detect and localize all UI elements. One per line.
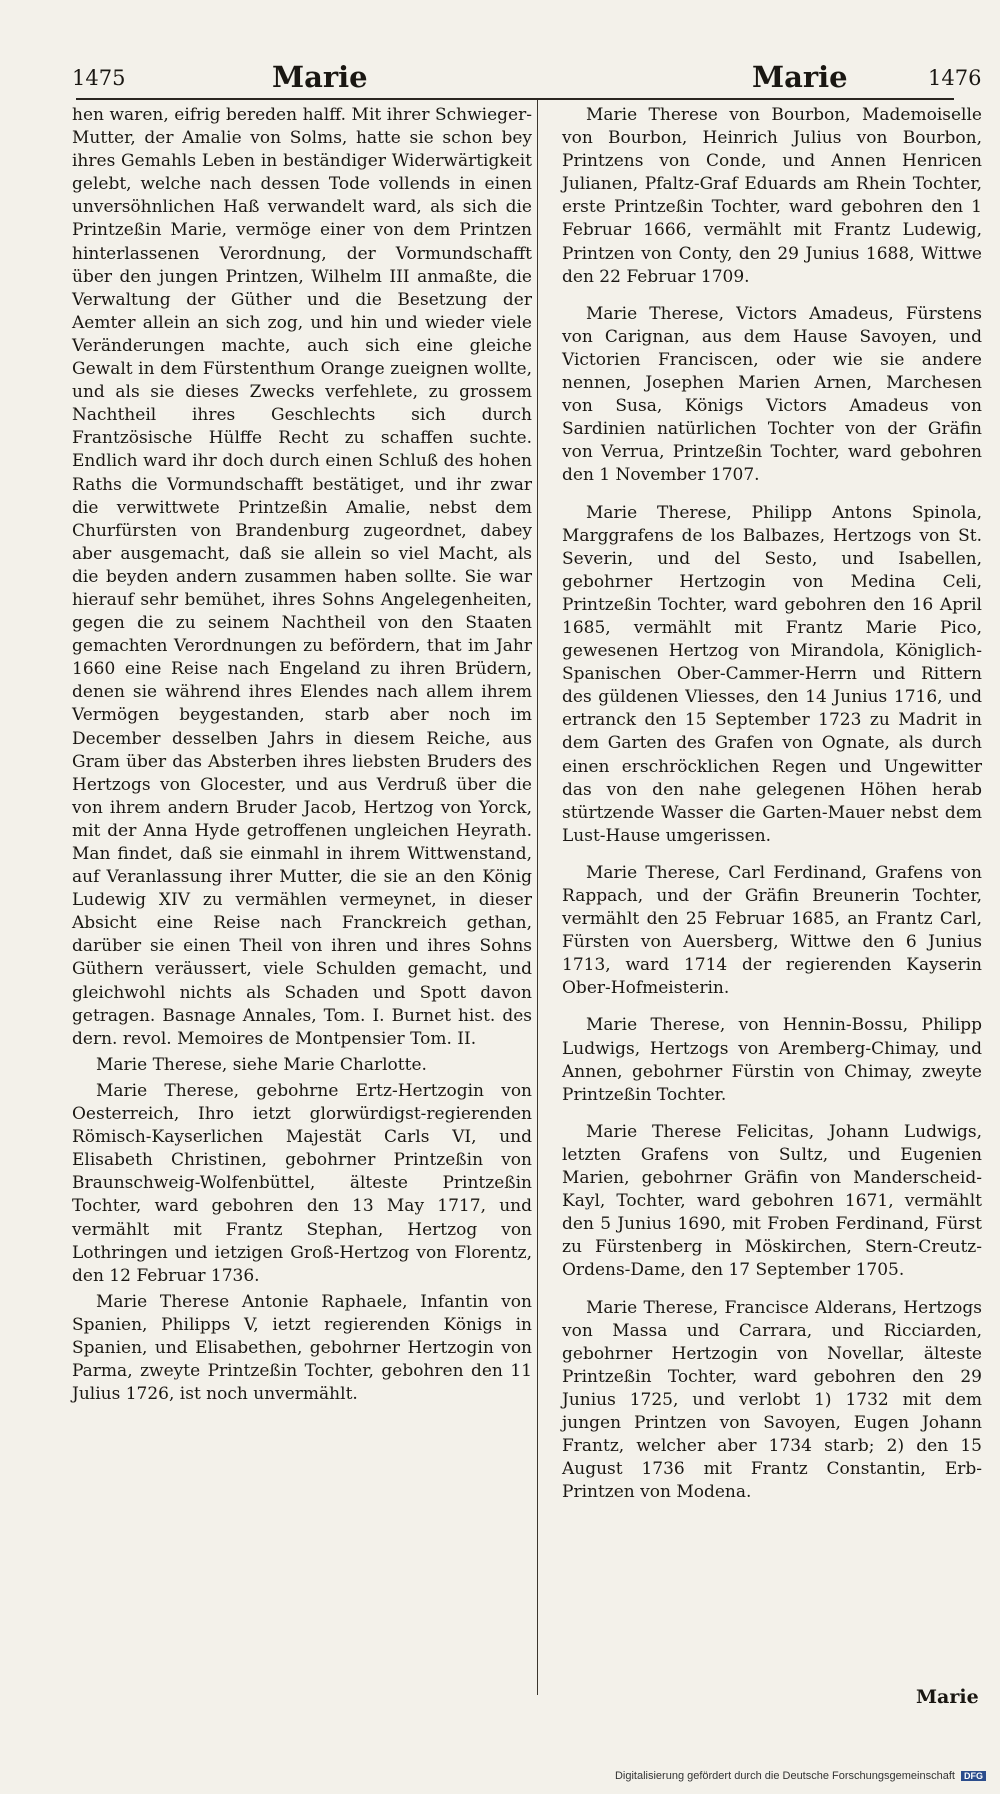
entry-marie-therese-carignan: Marie Therese, Victors Amadeus, Fürstens von Carignan, aus dem Hause Savoyen, und Victorien Franciscen, oder wie sie andere nennen, Josephen Marien Arnen, Marchesen von Susa, Königs Victors Amadeus von Sardinien natürlichen Tochter von der Gräfin von Verrua, Printzeßin Tochter, ward gebohren den 1 November 1707. xyxy=(562,303,982,486)
entry-marie-therese-ref: Marie Therese, siehe Marie Charlotte. xyxy=(96,1054,427,1075)
column-divider xyxy=(537,100,538,1695)
entry-marie-therese-spinola: Marie Therese, Philipp Antons Spinola, Marggrafens de los Balbazes, Hertzogs von St. Severin, und del Sesto, und Isabellen, gebohrner Hertzogin von Medina Celi, Printzeßin Tochter, ward gebohren den 16 April 1685, vermählt mit Frantz Marie Pico, gewesenen Hertzog von Mirandola, Königlich-Spanischen Ober-Cammer-Herrn und Rittern des güldenen Vliesses, den 14 Junius 1716, und ertranck den 15 September 1723 zu Madrit in dem Garten des Grafen von Ognate, als durch einen erschröcklichen Regen und Ungewitter das von den nahe gelegenen Höhen herab stürtzende Wasser die Garten-Mauer nebst dem Lust-Hause umgerissen. xyxy=(562,502,982,846)
page-number-right: 1476 xyxy=(928,66,982,90)
running-title-left: Marie xyxy=(272,60,368,94)
entry-marie-therese-rappach: Marie Therese, Carl Ferdinand, Grafens von Rappach, und der Gräfin Breunerin Tochter, vermählt den 25 Februar 1685, an Frantz Carl, Fürsten von Auersberg, Wittwe den 6 Junius 1713, ward 1714 der regierenden Kayserin Ober-Hofmeisterin. xyxy=(562,862,982,999)
footer-credit xyxy=(615,1770,986,1782)
dfg-logo-icon: DFG xyxy=(961,1771,986,1781)
page-number-left: 1475 xyxy=(72,66,126,90)
catchword: Marie xyxy=(916,1686,979,1708)
entry-marie-therese-massa: Marie Therese, Francisce Alderans, Hertzogs von Massa und Carrara, und Ricciarden, gebohrner Hertzogin von Novellar, älteste Printzeßin Tochter, ward gebohren den 29 Junius 1725, und verlobt 1) 1732 mit dem jungen Printzen von Savoyen, Eugen Johann Frantz, welcher aber 1734 starb; 2) den 15 August 1736 mit Frantz Constantin, Erb-Printzen von Modena. xyxy=(562,1297,982,1503)
entry-marie-therese-felicitas: Marie Therese Felicitas, Johann Ludwigs, letzten Grafens von Sultz, und Eugenien Marien, gebohrner Gräfin von Manderscheid-Kayl, Tochter, ward gebohren 1671, vermählt den 5 Junius 1690, mit Froben Ferdinand, Fürst zu Fürstenberg in Möskirchen, Stern-Creutz-Ordens-Dame, den 17 September 1705. xyxy=(562,1121,982,1281)
entry-continuation: hen waren, eifrig bereden halff. Mit ihrer Schwieger-Mutter, der Amalie von Solms, hatte sie schon bey ihres Gemahls Leben in beständiger Widerwärtigkeit gelebt, welche nach dessen Tode vollends in einen unversöhnlichen Haß verwandelt ward, als sich die Printzeßin Marie, vermöge einer von dem Printzen hinterlassenen Verordnung, der Vormundschafft über den jungen Printzen, Wilhelm III anmaßte, die Verwaltung der Güther und die Besetzung der Aemter allein an sich zog, und hin und wieder viele Veränderungen machte, auch sich eine gleiche Gewalt in dem Fürstenthum Orange zueignen wollte, und als sie dieses Zwecks verfehlete, zu grossem Nachtheil ihres Geschlechts sich durch Frantzösische Hülffe Recht zu schaffen suchte. Endlich ward ihr doch durch einen Schluß des hohen Raths die Vormundschafft bestätiget, und ihr zwar die verwittwete Printzeßin Amalie, nebst dem Churfürsten von Brandenburg zugeordnet, dabey aber ausgemacht, daß sie allein so viel Macht, als die beyden andern zusammen haben sollte. Sie war hierauf sehr bemühet, ihres Sohns Angelegenheiten, gegen die zu seinem Nachtheil von den Staaten gemachten Verordnungen zu befördern, that im Jahr 1660 eine Reise nach Engeland zu ihren Brüdern, denen sie während ihres Elendes nach allem ihrem Vermögen beygestanden, starb aber noch im December desselben Jahrs in diesem Reiche, aus Gram über das Absterben ihres liebsten Bruders des Hertzogs von Glocester, und aus Verdruß über die von ihrem andern Bruder Jacob, Hertzog von Yorck, mit der Anna Hyde getroffenen ungleichen Heyrath. Man findet, daß sie einmahl in ihrem Wittwenstand, auf Veranlassung ihrer Mutter, die sie an den König Ludewig XIV zu vermählen vermeynet, in dieser Absicht eine Reise nach Franckreich gethan, darüber sie einen Theil von ihren und ihres Sohns Güthern veräussert, viele Schulden gemacht, und gleichwohl nichts als Schaden und Spott davon getragen. Basnage Annales, Tom. I. Burnet hist. des dern. revol. Memoires de Montpensier Tom. II. xyxy=(72,105,532,1049)
footer-text: Digitalisierung gefördert durch die Deutsche Forschungsgemeinschaft xyxy=(614,1770,955,1782)
left-column xyxy=(72,104,532,1409)
header-rule xyxy=(76,98,954,100)
entry-marie-therese-hennin: Marie Therese, von Hennin-Bossu, Philipp Ludwigs, Hertzogs von Aremberg-Chimay, und Annen, gebohrner Fürstin von Chimay, zweyte Printzeßin Tochter. xyxy=(562,1015,982,1105)
entry-marie-therese-austria: Marie Therese, gebohrne Ertz-Hertzogin von Oesterreich, Ihro ietzt glorwürdigst-regierenden Römisch-Kayserlichen Majestät Carls VI, und Elisabeth Christinen, gebohrner Printzeßin von Braunschweig-Wolfenbüttel, älteste Printzeßin Tochter, ward gebohren den 13 May 1717, und vermählt mit Frantz Stephan, Hertzog von Lothringen und ietzigen Groß-Hertzog von Florentz, den 12 Februar 1736. xyxy=(72,1080,532,1286)
entry-marie-therese-bourbon: Marie Therese von Bourbon, Mademoiselle von Bourbon, Heinrich Julius von Bourbon, Printzens von Conde, und Annen Henricen Julianen, Pfaltz-Graf Eduards am Rhein Tochter, erste Printzeßin Tochter, ward gebohren den 1 Februar 1666, vermählt mit Frantz Ludewig, Printzen von Conty, den 29 Junius 1688, Wittwe den 22 Februar 1709. xyxy=(562,105,982,287)
running-title-right: Marie xyxy=(752,60,848,94)
right-column xyxy=(562,104,982,1507)
entry-marie-therese-spain: Marie Therese Antonie Raphaele, Infantin von Spanien, Philipps V, ietzt regierenden Königs in Spanien, und Elisabethen, gebohrner Hertzogin von Parma, zweyte Printzeßin Tochter, gebohren den 11 Julius 1726, ist noch unvermählt. xyxy=(72,1291,532,1405)
